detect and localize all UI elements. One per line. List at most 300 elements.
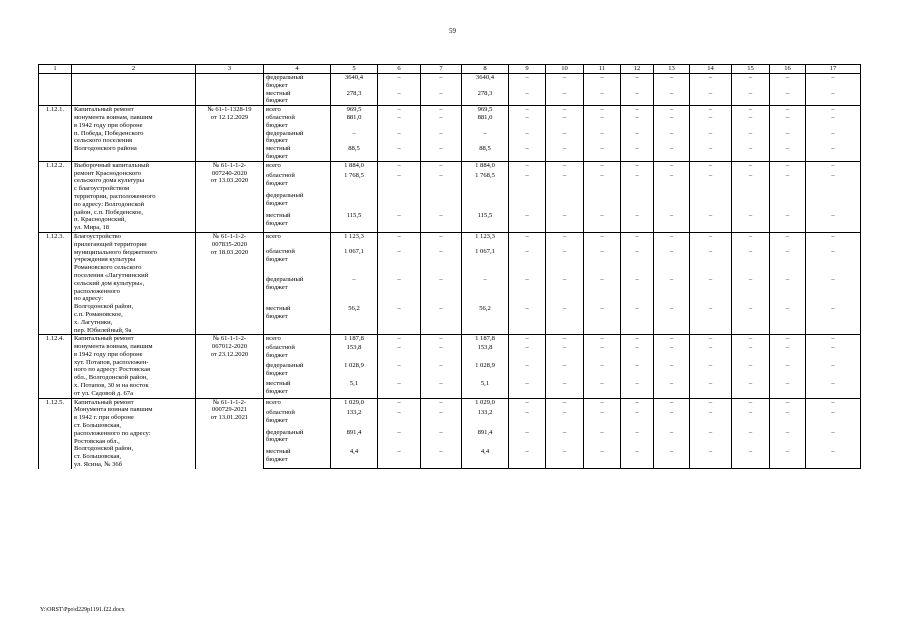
header-row [39, 65, 861, 74]
value-col11: – [584, 90, 621, 106]
cell-line: бюджет [266, 416, 288, 424]
value-col12: – [621, 232, 654, 247]
cell-line: бюджет [266, 179, 288, 187]
value-col10: – [546, 305, 584, 335]
value-col6: – [378, 114, 421, 130]
value-col9: – [509, 409, 546, 429]
value-col14: – [690, 448, 732, 468]
value-col13: – [654, 232, 690, 247]
expertise-conclusion [196, 398, 264, 469]
funding-source [264, 172, 331, 192]
value-col12: – [621, 106, 654, 114]
value-col15: – [732, 114, 770, 130]
value-col17: – [806, 114, 861, 130]
value-col13: – [654, 380, 690, 398]
value-col15: – [732, 130, 770, 146]
value-col14: – [690, 130, 732, 146]
value-col12: – [621, 114, 654, 130]
table-row [39, 74, 861, 90]
value-col8: 891,4 [462, 429, 509, 449]
value-col16: – [770, 335, 806, 344]
column-header: 17 [806, 65, 861, 74]
value-col16: – [770, 74, 806, 90]
value-col13: – [654, 90, 690, 106]
value-col17: – [806, 448, 861, 468]
value-col17: – [806, 276, 861, 305]
value-col12: – [621, 429, 654, 449]
value-col6: – [378, 448, 421, 468]
value-col16: – [770, 212, 806, 233]
funding-source [264, 305, 331, 335]
object-name [72, 232, 196, 334]
value-col16: – [770, 114, 806, 130]
value-col5: 3640,4 [331, 74, 378, 90]
value-col7: – [421, 362, 462, 380]
value-col11: – [584, 335, 621, 344]
value-col16: – [770, 90, 806, 106]
cell-line: от 18.03.2020 [210, 248, 249, 256]
value-col13: – [654, 130, 690, 146]
cell-line: от 12.12.2029 [210, 113, 249, 121]
value-col5: 891,4 [331, 429, 378, 449]
value-col5: 1 768,5 [331, 172, 378, 192]
cell-line: х. Потапов, 30 м на восток [74, 382, 149, 390]
value-col14: – [690, 114, 732, 130]
cell-line: всего [266, 398, 281, 406]
value-col11: – [584, 362, 621, 380]
cell-line: бюджет [266, 219, 288, 227]
value-col13: – [654, 409, 690, 429]
value-col12: – [621, 276, 654, 305]
item-code: 1.12.5. [39, 398, 72, 469]
value-col15: – [732, 161, 770, 172]
value-col11: – [584, 380, 621, 398]
value-col7: – [421, 161, 462, 172]
value-col8: 4,4 [462, 448, 509, 468]
value-col10: – [546, 90, 584, 106]
value-col15: – [732, 212, 770, 233]
value-col12: – [621, 172, 654, 192]
funding-source [264, 448, 331, 468]
value-col16: – [770, 145, 806, 161]
cell-line: бюджет [266, 369, 288, 377]
cell-line: местный [266, 89, 291, 97]
value-col16: – [770, 429, 806, 449]
funding-source [264, 362, 331, 380]
column-header: 14 [690, 65, 732, 74]
value-col11: – [584, 409, 621, 429]
item-code: 1.12.4. [39, 335, 72, 398]
value-col6: – [378, 362, 421, 380]
value-col11: – [584, 344, 621, 362]
funding-source [264, 232, 331, 247]
value-col10: – [546, 161, 584, 172]
cell-line: № 61-1-1-2- [212, 232, 247, 240]
value-col9: – [509, 130, 546, 146]
value-col17: – [806, 429, 861, 449]
value-col13: – [654, 398, 690, 409]
value-col7: – [421, 448, 462, 468]
value-col12: – [621, 248, 654, 277]
value-col7: – [421, 106, 462, 114]
funding-source [264, 380, 331, 398]
funding-source [264, 130, 331, 146]
value-col5: 1 123,3 [331, 232, 378, 247]
value-col12: – [621, 398, 654, 409]
value-col14: – [690, 429, 732, 449]
funding-source [264, 161, 331, 172]
value-col17: – [806, 362, 861, 380]
value-col10: – [546, 409, 584, 429]
cell-line: федеральный [266, 74, 304, 81]
value-col7: – [421, 344, 462, 362]
value-col10: – [546, 172, 584, 192]
value-col6: – [378, 130, 421, 146]
value-col10: – [546, 335, 584, 344]
value-col5: 56,2 [331, 305, 378, 335]
value-col6: – [378, 232, 421, 247]
value-col15: – [732, 276, 770, 305]
cell-line: 067012-2020 [211, 343, 248, 351]
value-col11: – [584, 130, 621, 146]
value-col9: – [509, 305, 546, 335]
value-col12: – [621, 335, 654, 344]
value-col12: – [621, 344, 654, 362]
cell-line: поселения «Лагутнинский [74, 271, 149, 279]
cell-line: расположенного по адресу: [74, 429, 151, 437]
value-col10: – [546, 398, 584, 409]
column-header: 3 [196, 65, 264, 74]
value-col9: – [509, 90, 546, 106]
value-col10: – [546, 232, 584, 247]
value-col7: – [421, 276, 462, 305]
cell-line: № 61-1-1328-19 [207, 106, 252, 114]
value-col15: – [732, 305, 770, 335]
cell-line: по адресу: Волгодонской [74, 200, 145, 208]
value-col8: 5,1 [462, 380, 509, 398]
value-col13: – [654, 172, 690, 192]
value-col6: – [378, 161, 421, 172]
value-col10: – [546, 212, 584, 233]
value-col15: – [732, 106, 770, 114]
cell-line: сельского поселения [74, 137, 133, 145]
column-header: 10 [546, 65, 584, 74]
cell-line: местный [266, 211, 291, 219]
column-header: 13 [654, 65, 690, 74]
value-col13: – [654, 161, 690, 172]
value-col17: – [806, 172, 861, 192]
expertise-conclusion [196, 161, 264, 232]
value-col5: 278,3 [331, 90, 378, 106]
cell-line: бюджет [266, 255, 288, 263]
value-col10: – [546, 114, 584, 130]
table-row [39, 106, 861, 114]
value-col10: – [546, 362, 584, 380]
cell-line: от 23.12.2020 [210, 350, 249, 358]
cell-line: бюджет [266, 199, 288, 207]
value-col9: – [509, 232, 546, 247]
cell-line: местный [266, 448, 291, 456]
cell-line: Капитальный ремонт [74, 106, 134, 114]
value-col11: – [584, 172, 621, 192]
value-col14: – [690, 74, 732, 90]
value-col7: – [421, 248, 462, 277]
value-col8: 1 884,0 [462, 161, 509, 172]
value-col16: – [770, 344, 806, 362]
value-col8: – [462, 130, 509, 146]
column-header: 15 [732, 65, 770, 74]
value-col14: – [690, 161, 732, 172]
page-number: 59 [449, 27, 456, 35]
value-col9: – [509, 380, 546, 398]
value-col13: – [654, 448, 690, 468]
cell-line: с благоустройством [74, 185, 130, 193]
cell-line: ул. Мира, 18 [74, 224, 110, 232]
value-col6: – [378, 344, 421, 362]
cell-line: бюджет [266, 137, 288, 145]
value-col5: 881,0 [331, 114, 378, 130]
value-col7 [421, 192, 462, 212]
item-code: 1.12.1. [39, 106, 72, 162]
cell-line: 007835-2020 [211, 240, 248, 248]
value-col14: – [690, 305, 732, 335]
value-col7: – [421, 90, 462, 106]
value-col11: – [584, 114, 621, 130]
table-body [39, 65, 861, 469]
cell-line: Капитальный ремонт [74, 335, 134, 343]
value-col8: 115,5 [462, 212, 509, 233]
value-col14: – [690, 212, 732, 233]
value-col9: – [509, 106, 546, 114]
expertise-conclusion [196, 335, 264, 398]
cell-line: бюджет [266, 312, 288, 320]
value-col10: – [546, 145, 584, 161]
cell-line: местный [266, 305, 291, 313]
value-col13: – [654, 212, 690, 233]
value-col13: – [654, 344, 690, 362]
cell-line: № 61-1-1-2- [212, 398, 247, 406]
cell-line: от ул. Садовой д. 67а [74, 389, 134, 397]
cell-line: всего [266, 335, 281, 343]
column-header: 6 [378, 65, 421, 74]
value-col17 [806, 192, 861, 212]
value-col7: – [421, 74, 462, 90]
cell-line: от 13.01.2021 [210, 414, 249, 422]
cell-line: в 1942 г. при обороне [74, 414, 134, 422]
value-col16: – [770, 172, 806, 192]
cell-line: Романовского сельского [74, 264, 142, 272]
value-col9: – [509, 335, 546, 344]
cell-line: областной [266, 408, 295, 416]
value-col10: – [546, 344, 584, 362]
value-col6: – [378, 305, 421, 335]
value-col6: – [378, 106, 421, 114]
funding-source [264, 74, 331, 90]
value-col16: – [770, 398, 806, 409]
value-col14: – [690, 398, 732, 409]
value-col15: – [732, 380, 770, 398]
value-col6: – [378, 429, 421, 449]
cell-line: п. Краснодонский, [74, 216, 127, 224]
funding-source [264, 212, 331, 233]
item-code: 1.12.2. [39, 161, 72, 232]
value-col13: – [654, 362, 690, 380]
value-col8: 56,2 [462, 305, 509, 335]
value-col8: 88,5 [462, 145, 509, 161]
value-col11: – [584, 398, 621, 409]
funding-source [264, 90, 331, 106]
column-header: 9 [509, 65, 546, 74]
value-col16: – [770, 362, 806, 380]
column-header: 16 [770, 65, 806, 74]
value-col5: – [331, 130, 378, 146]
expertise-conclusion [196, 74, 264, 106]
value-col9: – [509, 344, 546, 362]
value-col12: – [621, 212, 654, 233]
value-col11 [584, 192, 621, 212]
value-col11: – [584, 145, 621, 161]
value-col14: – [690, 276, 732, 305]
value-col8: 153,8 [462, 344, 509, 362]
cell-line: монумента воинам, павшим [74, 113, 153, 121]
value-col17: – [806, 344, 861, 362]
column-header: 2 [72, 65, 196, 74]
cell-line: Благоустройство [74, 232, 121, 240]
cell-line: Волгодонского района [74, 145, 137, 153]
value-col9: – [509, 276, 546, 305]
value-col16: – [770, 130, 806, 146]
cell-line: федеральный [266, 428, 304, 436]
value-col8: 1 029,0 [462, 398, 509, 409]
object-name [72, 398, 196, 469]
value-col14: – [690, 409, 732, 429]
value-col10: – [546, 429, 584, 449]
value-col11: – [584, 232, 621, 247]
value-col6: – [378, 335, 421, 344]
cell-line: с.п. Романовское, [74, 310, 123, 318]
cell-line: областной [266, 171, 295, 179]
value-col10: – [546, 130, 584, 146]
value-col10: – [546, 106, 584, 114]
value-col14: – [690, 344, 732, 362]
value-col13: – [654, 429, 690, 449]
value-col15: – [732, 398, 770, 409]
value-col9: – [509, 212, 546, 233]
value-col9: – [509, 114, 546, 130]
value-col15: – [732, 362, 770, 380]
value-col6: – [378, 276, 421, 305]
cell-line: № 61-1-1-2- [212, 335, 247, 343]
value-col13: – [654, 276, 690, 305]
value-col17: – [806, 74, 861, 90]
column-header: 8 [462, 65, 509, 74]
value-col17: – [806, 212, 861, 233]
value-col7: – [421, 114, 462, 130]
value-col8: – [462, 276, 509, 305]
value-col12: – [621, 145, 654, 161]
value-col9 [509, 192, 546, 212]
funding-source [264, 106, 331, 114]
value-col12: – [621, 74, 654, 90]
value-col8: 3640,4 [462, 74, 509, 90]
cell-line: всего [266, 232, 281, 240]
value-col5: 1 884,0 [331, 161, 378, 172]
cell-line: район, с.п. Победенское, [74, 208, 143, 216]
budget-table [38, 64, 861, 469]
value-col15: – [732, 344, 770, 362]
value-col7: – [421, 335, 462, 344]
cell-line: территории, расположенного [74, 192, 156, 200]
value-col17: – [806, 145, 861, 161]
value-col17: – [806, 335, 861, 344]
value-col12: – [621, 409, 654, 429]
footer-path: Y:\ORST\Ppo\d229p1191.f22.docx [40, 607, 125, 613]
value-col12: – [621, 362, 654, 380]
item-code [39, 74, 72, 106]
value-col15: – [732, 145, 770, 161]
value-col7: – [421, 172, 462, 192]
cell-line: бюджет [266, 352, 288, 360]
cell-line: учреждения культуры [74, 256, 136, 264]
value-col7: – [421, 398, 462, 409]
cell-line: 000729-2021 [211, 406, 248, 414]
value-col17: – [806, 161, 861, 172]
value-col16: – [770, 106, 806, 114]
value-col16: – [770, 448, 806, 468]
value-col15: – [732, 232, 770, 247]
expertise-conclusion [196, 106, 264, 162]
value-col7: – [421, 380, 462, 398]
value-col14: – [690, 106, 732, 114]
value-col14: – [690, 90, 732, 106]
cell-line: Выборочный капитальный [74, 161, 150, 169]
value-col9: – [509, 74, 546, 90]
value-col5: 1 187,8 [331, 335, 378, 344]
value-col5: 115,5 [331, 212, 378, 233]
value-col15: – [732, 90, 770, 106]
value-col9: – [509, 448, 546, 468]
value-col17: – [806, 380, 861, 398]
value-col17: – [806, 90, 861, 106]
table-row [39, 335, 861, 344]
cell-line: федеральный [266, 362, 304, 370]
value-col6: – [378, 398, 421, 409]
table-row [39, 232, 861, 247]
cell-line: бюджет [266, 284, 288, 292]
value-col5: 969,5 [331, 106, 378, 114]
cell-line: Ростовская обл., [74, 437, 120, 445]
cell-line: в 1942 году при обороне [74, 350, 143, 358]
column-header: 7 [421, 65, 462, 74]
value-col12: – [621, 161, 654, 172]
value-col11: – [584, 429, 621, 449]
value-col15: – [732, 448, 770, 468]
value-col9: – [509, 362, 546, 380]
cell-line: от 13.03.2020 [210, 177, 249, 185]
value-col9: – [509, 161, 546, 172]
value-col16: – [770, 305, 806, 335]
funding-source [264, 335, 331, 344]
value-col8: 1 028,9 [462, 362, 509, 380]
cell-line: ремонт Краснодонского [74, 169, 142, 177]
cell-line: обл., Волгодонской район, [74, 374, 148, 382]
value-col5: 153,8 [331, 344, 378, 362]
cell-line: местный [266, 379, 291, 387]
cell-line: по адресу: [74, 295, 104, 303]
funding-source [264, 145, 331, 161]
value-col15: – [732, 429, 770, 449]
value-col16: – [770, 248, 806, 277]
